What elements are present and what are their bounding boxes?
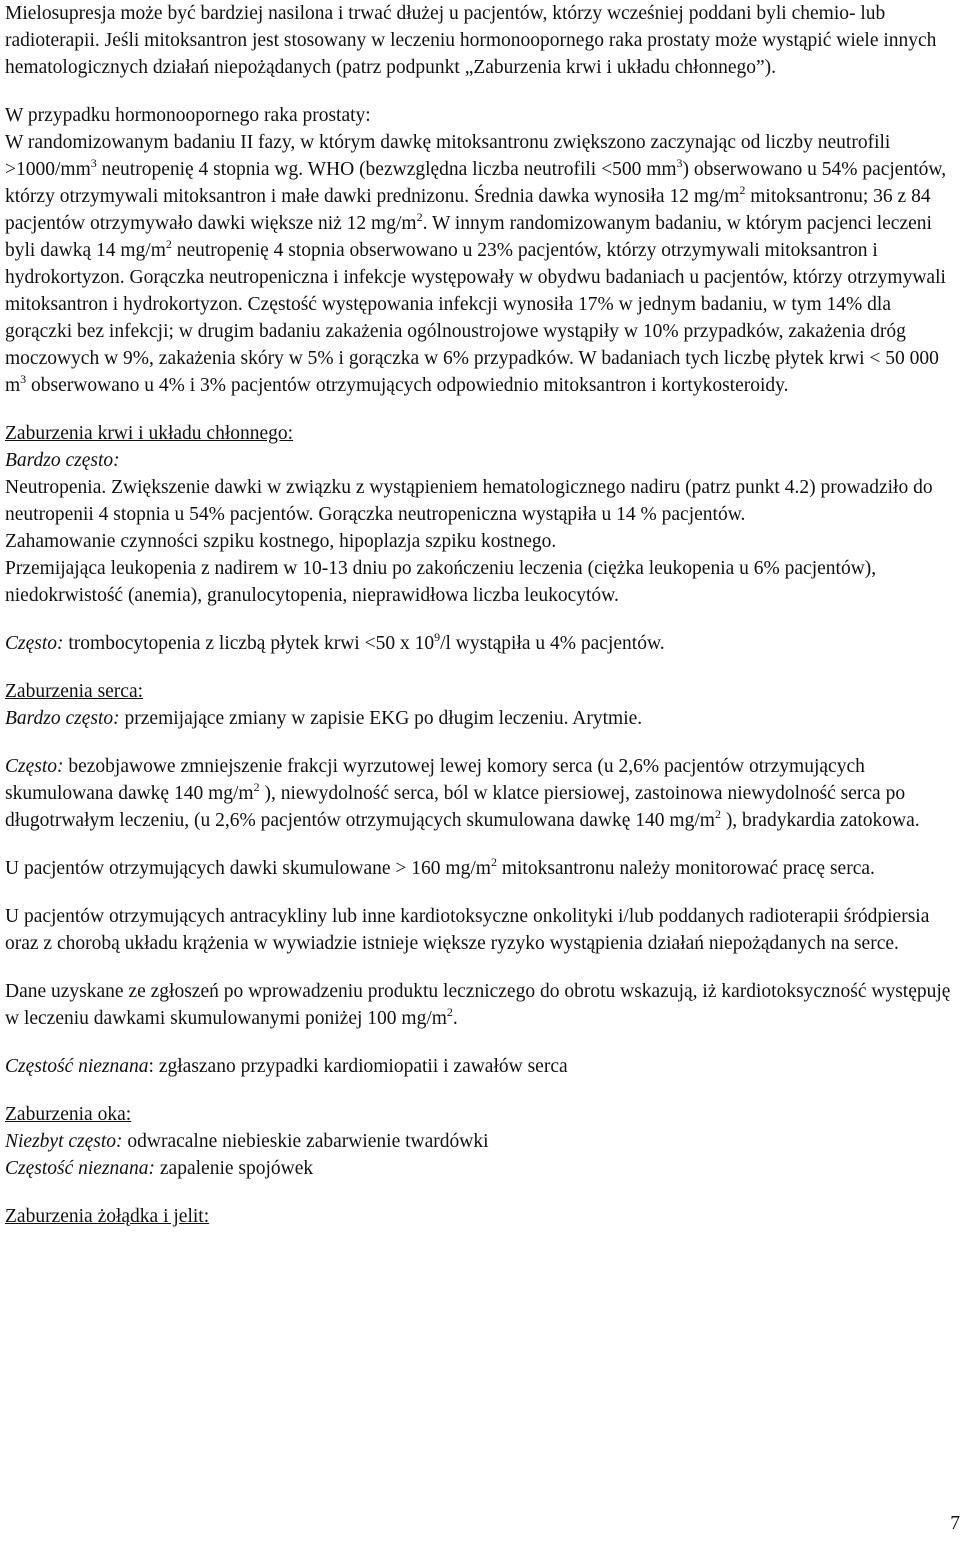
- prostate-intro: W przypadku hormonoopornego raka prostaty:: [5, 105, 371, 126]
- eye-uncommon-line: Niezbyt często: odwracalne niebieskie zabarwienie twardówki: [5, 1131, 489, 1152]
- section-eye: [5, 1101, 957, 1182]
- heart-risk-paragraph: U pacjentów otrzymujących antracykliny lub inne kardiotoksyczne onkolityki i/lub poddanych radioterapii śródpiersia oraz z chorobą układu krążenia w wywiadzie istnieje większe ryzyko wystąpienia działań niepożądanych na serce.: [5, 906, 930, 954]
- frequency-label-unknown: Częstość nieznana: [5, 1056, 149, 1077]
- section-blood: [5, 420, 957, 609]
- frequency-label-common: Często:: [5, 756, 64, 777]
- section-heading-heart: Zaburzenia serca:: [5, 681, 144, 702]
- page-number: 7: [950, 1513, 960, 1534]
- blood-common-line: Często: trombocytopenia z liczbą płytek krwi <50 x $10^9/l$ wystąpiła u 4% pacjentów.: [5, 629, 665, 654]
- section-heart: [5, 678, 957, 732]
- section-gi: [5, 1203, 957, 1230]
- paragraph-myelosuppression: Mielosupresja może być bardziej nasilona i trwać dłużej u pacjentów, którzy wcześniej poddani byli chemio- lub radioterapii. Jeśli mitoksantron jest stosowany w leczeniu hormonoopornego raka prostaty może wystąpić wiele innych hematologicznych działań niepożądanych (patrz podpunkt „Zaburzenia krwi i układu chłonnego”).: [5, 3, 937, 78]
- frequency-label-unknown: Częstość nieznana:: [5, 1158, 156, 1179]
- document-page: [5, 0, 957, 1230]
- heart-postmarketing-paragraph: Dane uzyskane ze zgłoszeń po wprowadzeniu produktu leczniczego do obrotu wskazują, iż kardiotoksyczność występuję w leczeniu dawkami skumulowanymi poniżej 100 $mg/m^2$.: [5, 981, 951, 1029]
- blood-marrow-text: Zahamowanie czynności szpiku kostnego, hipoplazja szpiku kostnego.: [5, 531, 557, 552]
- section-heading-gi: Zaburzenia żołądka i jelit:: [5, 1206, 210, 1227]
- heart-unknown-line: Częstość nieznana: zgłaszano przypadki kardiomiopatii i zawałów serca: [5, 1056, 568, 1077]
- heart-common-paragraph: Często: bezobjawowe zmniejszenie frakcji wyrzutowej lewej komory serca (u 2,6% pacjentów otrzymujących skumulowana dawkę 140 $mg/m^2$ ), niewydolność serca, ból w klatce piersiowej, zastoinowa niewydolność serca po długotrwałym leczeniu, (u 2,6% pacjentów otrzymujących skumulowana dawkę 140 $mg/m^2$ ), bradykardia zatokowa.: [5, 756, 920, 831]
- prostate-body: W randomizowanym badaniu II fazy, w którym dawkę mitoksantronu zwiększono zaczynając od liczby neutrofili $>1000/mm^3$ neutropenię 4 stopnia wg. WHO (bezwzględna liczba neutrofili <500 $mm^3$) obserwowano u 54% pacjentów, którzy otrzymywali mitoksantron i małe dawki prednizonu. Średnia dawka wynosiła 12 $mg/m^2$ mitoksantronu; 36 z 84 pacjentów otrzymywało dawki większe niż 12 $mg/m^2$. W innym randomizowanym badaniu, w którym pacjenci leczeni byli dawką 14 $mg/m^2$ neutropenię 4 stopnia obserwowano u 23% pacjentów, którzy otrzymywali mitoksantron i hydrokortyzon. Gorączka neutropeniczna i infekcje występowały w obydwu badaniach u pacjentów, którzy otrzymywali mitoksantron i hydrokortyzon. Częstość występowania infekcji wynosiła 17% w jednym badaniu, w tym 14% dla gorączki bez infekcji; w drugim badaniu zakażenia ogólnoustrojowe wystąpiły w 10% przypadków, zakażenia dróg moczowych w 9%, zakażenia skóry w 5% i gorączka w 6% przypadków. W badaniach tych liczbę płytek krwi < 50 000 $m^3$ obserwowano u 4% i 3% pacjentów otrzymujących odpowiednio mitoksantron i kortykosteroidy.: [5, 132, 947, 396]
- frequency-label-very-common: Bardzo często:: [5, 450, 120, 471]
- frequency-label-very-common: Bardzo często:: [5, 708, 120, 729]
- eye-unknown-line: Częstość nieznana: zapalenie spojówek: [5, 1158, 314, 1179]
- paragraph-prostate-cancer: [5, 102, 957, 399]
- blood-neutropenia-text: Neutropenia. Zwiększenie dawki w związku z wystąpieniem hematologicznego nadiru (patrz punkt 4.2) prowadziło do neutropenii 4 stopnia u 54% pacjentów. Gorączka neutropeniczna wystąpiła u 14 % pacjentów.: [5, 477, 933, 525]
- frequency-label-uncommon: Niezbyt często:: [5, 1131, 123, 1152]
- section-heading-blood: Zaburzenia krwi i układu chłonnego:: [5, 423, 294, 444]
- section-heading-eye: Zaburzenia oka:: [5, 1104, 132, 1125]
- frequency-label-common: Często:: [5, 633, 64, 654]
- heart-very-common-line: Bardzo często: przemijające zmiany w zapisie EKG po długim leczeniu. Arytmie.: [5, 708, 643, 729]
- heart-monitor-paragraph: U pacjentów otrzymujących dawki skumulowane > 160 $mg/m^2$ mitoksantronu należy monitorować pracę serca.: [5, 854, 875, 879]
- blood-leukopenia-text: Przemijająca leukopenia z nadirem w 10-13 dniu po zakończeniu leczenia (ciężka leukopenia u 6% pacjentów), niedokrwistość (anemia), granulocytopenia, nieprawidłowa liczba leukocytów.: [5, 558, 877, 606]
